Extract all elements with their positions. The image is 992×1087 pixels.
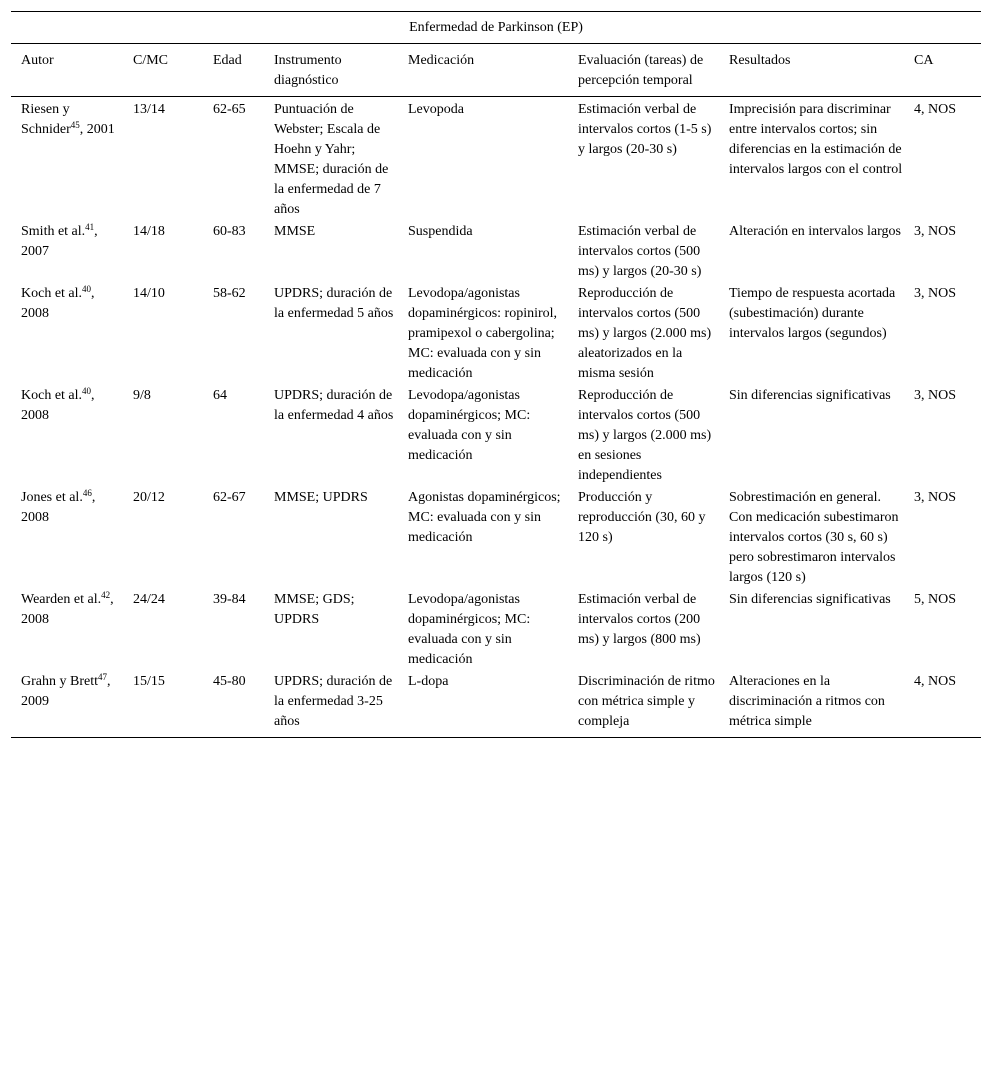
reference-number: 41 bbox=[85, 222, 95, 232]
cell-author bbox=[11, 588, 123, 670]
author-name: Wearden et al. bbox=[21, 592, 102, 607]
cell-author bbox=[11, 97, 123, 221]
cell-age: 60-83 bbox=[213, 224, 246, 239]
cell-instrument: UPDRS; duración de la enfermedad 3-25 años bbox=[264, 670, 398, 738]
cell-author bbox=[11, 670, 123, 738]
cell-medication: Levodopa/agonistas dopaminérgicos; MC: evaluada con y sin medicación bbox=[408, 592, 531, 667]
header-medicacion: Medicación bbox=[398, 44, 568, 97]
reference-number: 42 bbox=[101, 590, 111, 600]
header-evaluacion: Evaluación (tareas) de percepción temporal bbox=[568, 44, 719, 97]
author-name: Smith et al. bbox=[21, 224, 86, 239]
cell-results: Sin diferencias significativas bbox=[729, 388, 891, 403]
header-ca: CA bbox=[904, 44, 981, 97]
cell-instrument: MMSE bbox=[274, 224, 316, 239]
author-year: , 2008 bbox=[21, 286, 95, 321]
table-caption-row bbox=[11, 12, 981, 44]
table-row bbox=[11, 97, 981, 221]
cell-medication: Levopoda bbox=[408, 102, 464, 117]
cell-results: Tiempo de respuesta acortada (subestimación) durante intervalos largos (segundos) bbox=[729, 286, 896, 341]
author-year: , 2001 bbox=[79, 122, 115, 137]
table-row bbox=[11, 282, 981, 384]
cell-age: 45-80 bbox=[203, 670, 264, 738]
author-name: Jones et al. bbox=[21, 490, 83, 505]
cell-medication: Agonistas dopaminérgicos; MC: evaluada con y sin medicación bbox=[408, 490, 561, 545]
cell-results: Alteraciones en la discriminación a ritmos con métrica simple bbox=[719, 670, 904, 738]
cell-author bbox=[11, 282, 123, 384]
cell-evaluation: Estimación verbal de intervalos cortos (200 ms) y largos (800 ms) bbox=[578, 592, 701, 647]
cell-medication: Levodopa/agonistas dopaminérgicos; MC: evaluada con y sin medicación bbox=[408, 388, 531, 463]
author-year: , 2008 bbox=[21, 592, 114, 627]
cell-results: Imprecisión para discriminar entre intervalos cortos; sin diferencias en la estimación de intervalos largos con el control bbox=[729, 102, 903, 177]
header-autor: Autor bbox=[11, 44, 123, 97]
cell-results: Sobrestimación en general. Con medicación subestimaron intervalos cortos (30 s, 60 s) pero sobrestimaron intervalos largos (120 s) bbox=[729, 490, 899, 585]
cell-evaluation: Estimación verbal de intervalos cortos (1-5 s) y largos (20-30 s) bbox=[578, 102, 712, 157]
cell-medication: Suspendida bbox=[408, 224, 473, 239]
cell-ca: 4, NOS bbox=[904, 670, 981, 738]
author-name: Riesen y Schnider bbox=[21, 102, 71, 137]
cell-age: 58-62 bbox=[213, 286, 246, 301]
reference-number: 40 bbox=[82, 386, 92, 396]
cell-age: 64 bbox=[213, 388, 227, 403]
reference-number: 47 bbox=[97, 672, 107, 682]
cell-author bbox=[11, 384, 123, 486]
cell-ca: 5, NOS bbox=[914, 592, 957, 607]
author-year: , 2008 bbox=[21, 388, 95, 423]
cell-age: 62-67 bbox=[213, 490, 246, 505]
table-container bbox=[11, 11, 981, 738]
cell-evaluation: Producción y reproducción (30, 60 y 120 s) bbox=[578, 490, 706, 545]
cell-evaluation: Reproducción de intervalos cortos (500 ms) y largos (2.000 ms) en sesiones independientes bbox=[578, 388, 712, 483]
cell-cmc: 9/8 bbox=[133, 388, 151, 403]
cell-instrument: Puntuación de Webster; Escala de Hoehn y Yahr; MMSE; duración de la enfermedad de 7 años bbox=[274, 102, 389, 217]
cell-medication: L-dopa bbox=[398, 670, 568, 738]
cell-cmc: 14/10 bbox=[133, 286, 165, 301]
reference-number: 40 bbox=[82, 284, 92, 294]
reference-number: 46 bbox=[82, 488, 92, 498]
cell-instrument: UPDRS; duración de la enfermedad 4 años bbox=[274, 388, 394, 423]
cell-ca: 4, NOS bbox=[914, 102, 957, 117]
author-name: Grahn y Brett bbox=[21, 674, 98, 689]
cell-cmc: 13/14 bbox=[133, 102, 165, 117]
cell-evaluation: Reproducción de intervalos cortos (500 ms) y largos (2.000 ms) aleatorizados en la misma sesión bbox=[578, 286, 712, 381]
cell-author bbox=[11, 220, 123, 282]
cell-cmc: 24/24 bbox=[133, 592, 165, 607]
cell-author bbox=[11, 486, 123, 588]
cell-results: Sin diferencias significativas bbox=[729, 592, 891, 607]
cell-age: 62-65 bbox=[213, 102, 246, 117]
cell-ca: 3, NOS bbox=[914, 286, 957, 301]
author-year: , 2008 bbox=[21, 490, 96, 525]
cell-instrument: UPDRS; duración de la enfermedad 5 años bbox=[274, 286, 394, 321]
author-name: Koch et al. bbox=[21, 388, 83, 403]
cell-age: 39-84 bbox=[213, 592, 246, 607]
table-header-row bbox=[11, 44, 981, 97]
table-row bbox=[11, 384, 981, 486]
reference-number: 45 bbox=[70, 120, 80, 130]
author-name: Koch et al. bbox=[21, 286, 83, 301]
table-row bbox=[11, 486, 981, 588]
cell-evaluation: Discriminación de ritmo con métrica simple y compleja bbox=[568, 670, 719, 738]
header-cmc: C/MC bbox=[123, 44, 203, 97]
cell-medication: Levodopa/agonistas dopaminérgicos: ropinirol, pramipexol o cabergolina; MC: evaluada con y sin medicación bbox=[408, 286, 558, 381]
cell-instrument: MMSE; UPDRS bbox=[274, 490, 368, 505]
table-row bbox=[11, 670, 981, 738]
table-row bbox=[11, 588, 981, 670]
header-edad: Edad bbox=[203, 44, 264, 97]
cell-ca: 3, NOS bbox=[914, 224, 957, 239]
cell-results: Alteración en intervalos largos bbox=[729, 224, 901, 239]
table-row bbox=[11, 220, 981, 282]
author-year: , 2009 bbox=[21, 674, 111, 709]
author-year: , 2007 bbox=[21, 224, 98, 259]
cell-evaluation: Estimación verbal de intervalos cortos (500 ms) y largos (20-30 s) bbox=[578, 224, 702, 279]
cell-cmc: 15/15 bbox=[123, 670, 203, 738]
header-resultados: Resultados bbox=[719, 44, 904, 97]
table-caption: Enfermedad de Parkinson (EP) bbox=[11, 12, 981, 44]
cell-instrument: MMSE; GDS; UPDRS bbox=[274, 592, 355, 627]
cell-ca: 3, NOS bbox=[914, 388, 957, 403]
cell-cmc: 20/12 bbox=[133, 490, 165, 505]
cell-ca: 3, NOS bbox=[914, 490, 957, 505]
parkinson-studies-table bbox=[11, 11, 981, 738]
cell-cmc: 14/18 bbox=[133, 224, 165, 239]
header-instrumento: Instrumento diagnóstico bbox=[264, 44, 398, 97]
